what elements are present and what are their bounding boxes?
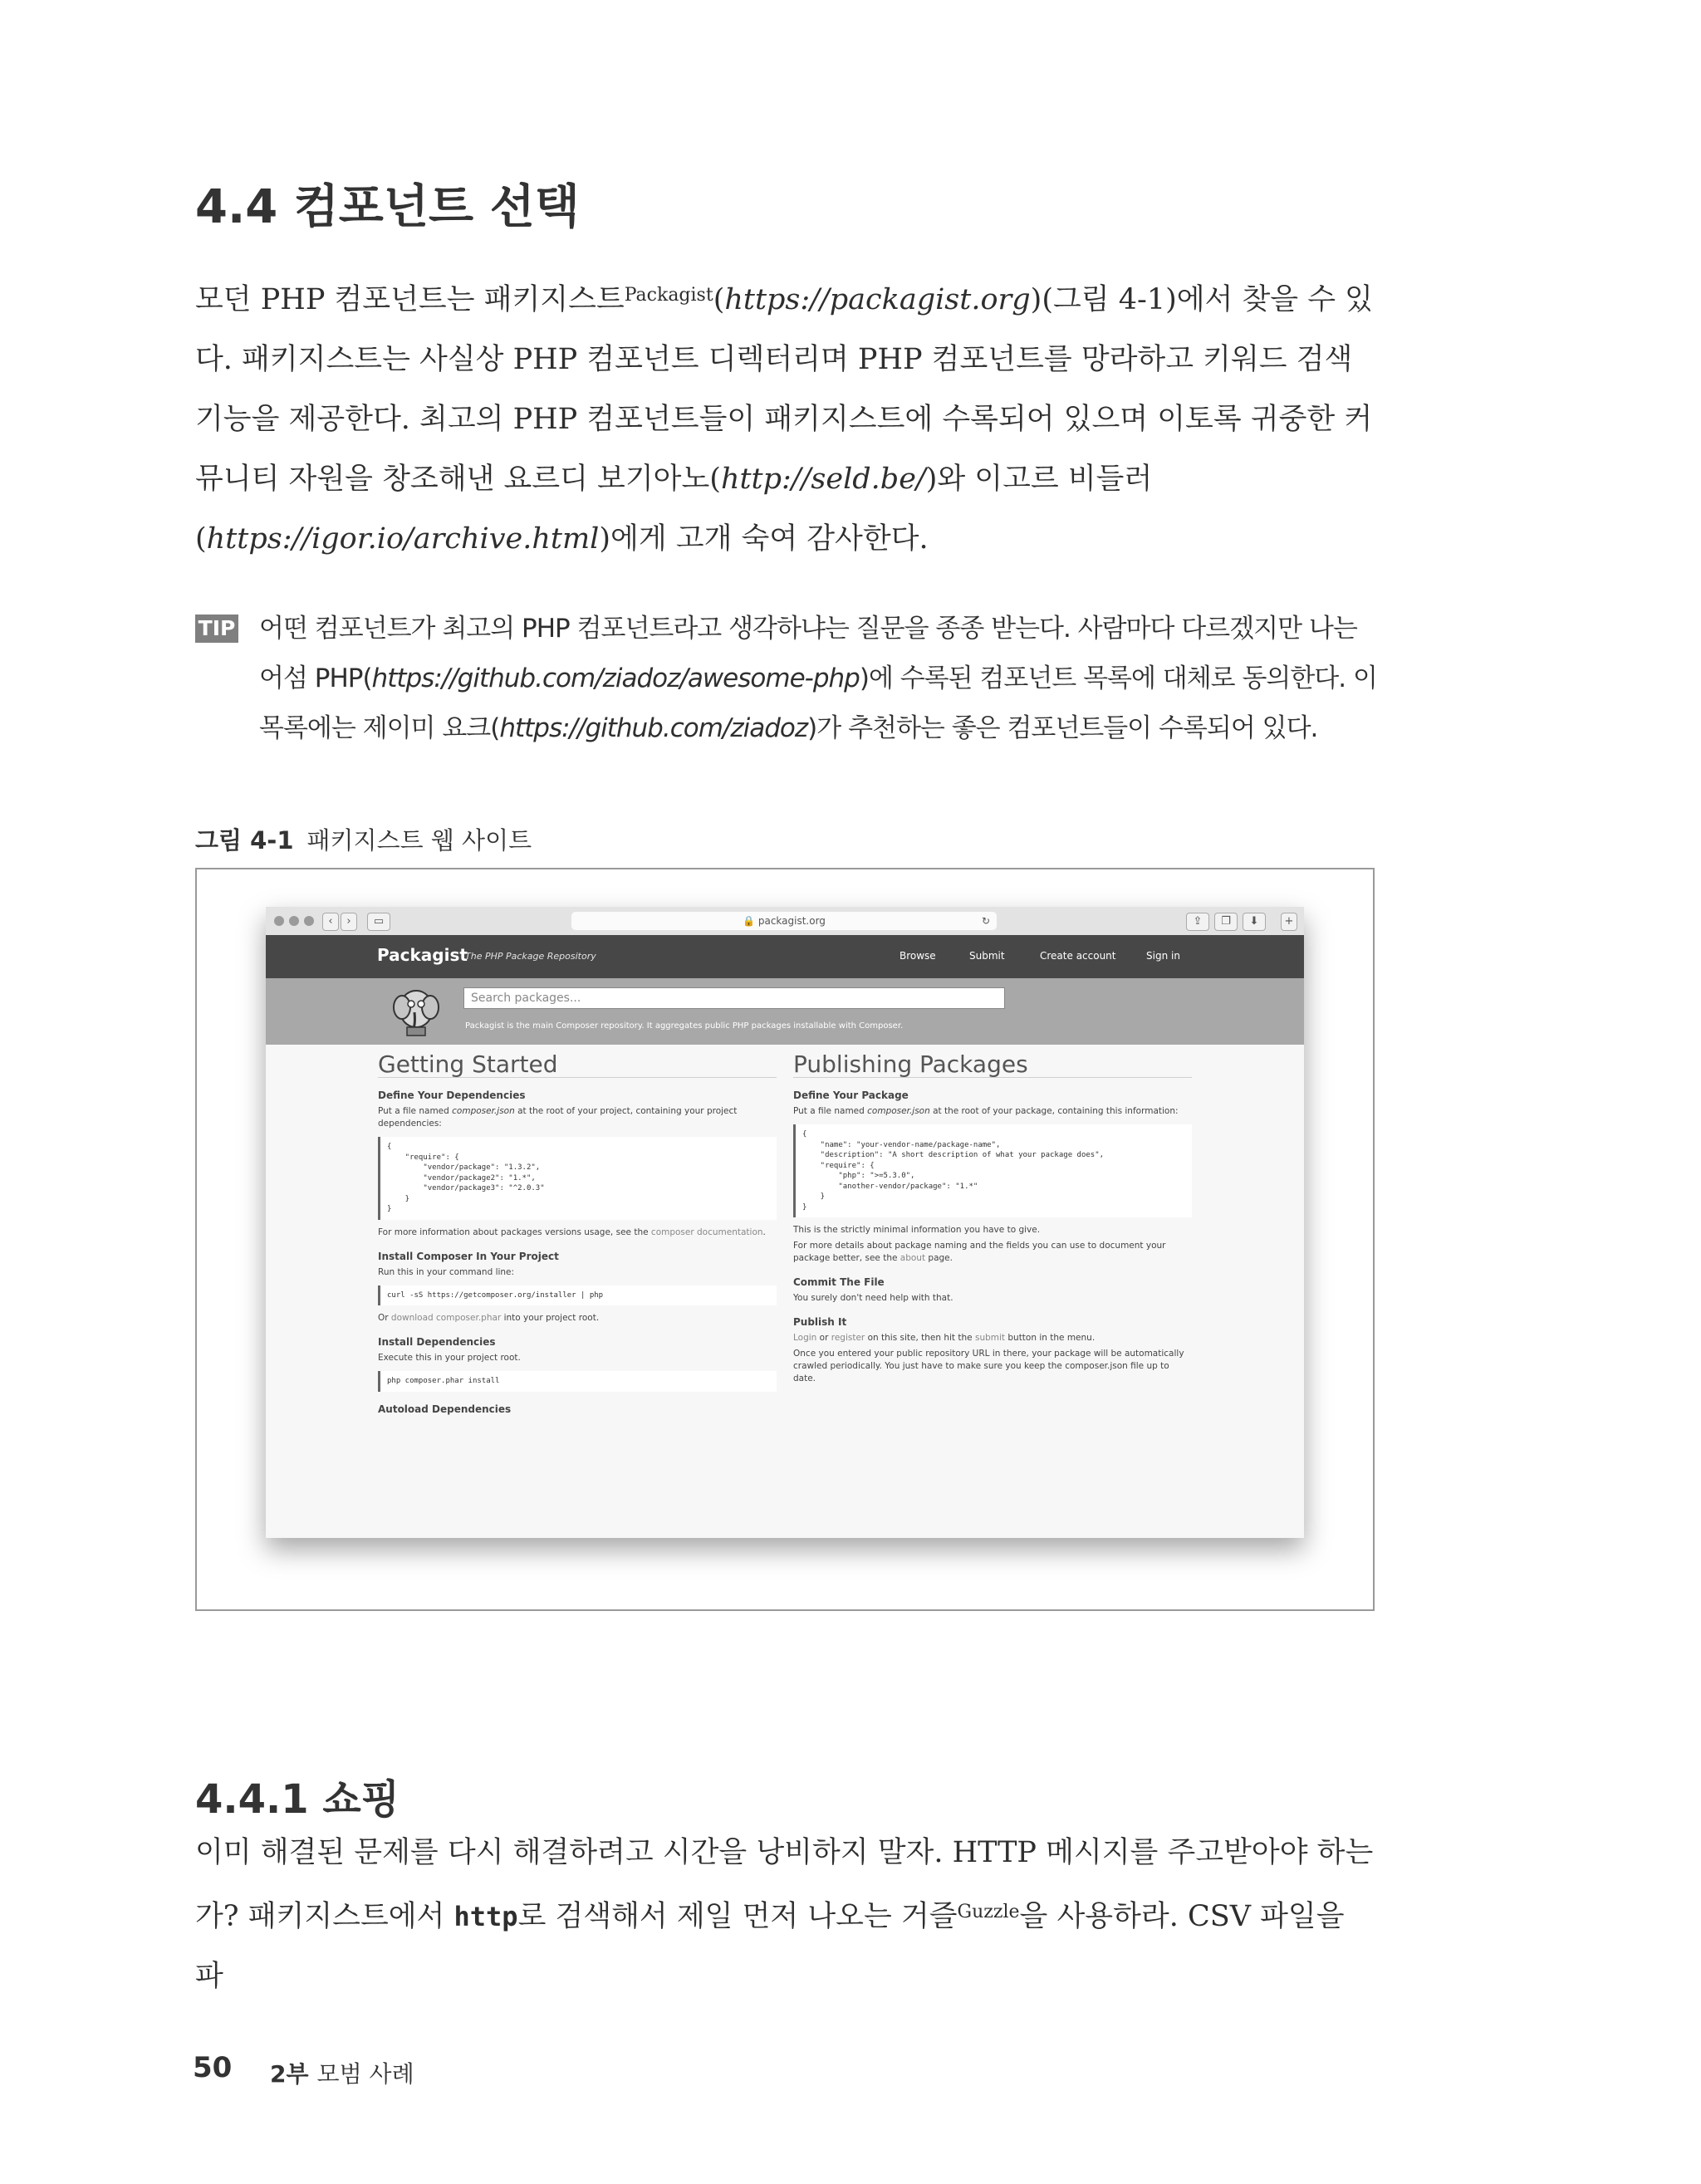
register-link[interactable]: register	[831, 1333, 865, 1343]
submit-link[interactable]: submit	[974, 1333, 1006, 1343]
reload-icon[interactable]: ↻	[981, 915, 990, 927]
shopping-paragraph	[195, 1823, 1375, 2006]
publishing-packages-title: Publishing Packages	[793, 1045, 1192, 1078]
define-deps-text-a: Put a file named	[378, 1106, 453, 1116]
autoload-dependencies-heading: Autoload Dependencies	[378, 1403, 512, 1415]
more-info-b: .	[762, 1227, 766, 1237]
tip-text-2: )에 수록된 컴포넌트 목록에 대체로 동의한다. 이 목록에는 제이미 요크(	[259, 664, 1377, 743]
search-note: Packagist is the main Composer repository. It aggregates public PHP packages installable with Composer.	[465, 1021, 904, 1031]
shopping-text-1: 이미 해결된 문제를 다시 해결하려고 시간을 낭비하지 말자. HTTP 메시지를 주고받아야 하는가? 패키지스트에서	[195, 1836, 1374, 1933]
once-entered-text: Once you entered your public repository URL in there, your package will be automatically crawled periodically. You just have to make sure you keep the composer.json file up to date.	[793, 1349, 1184, 1383]
install-composer-text: Run this in your command line:	[378, 1266, 515, 1277]
tabs-icon[interactable]: ❐	[1214, 913, 1238, 931]
intro-text-2: (	[713, 283, 725, 316]
publish-mid: on this site, then hit the	[865, 1333, 975, 1343]
shopping-text-2: 로 검색해서 제일 먼저 나오는 거즐	[517, 1900, 958, 1933]
tip-text	[259, 604, 1380, 753]
subsection-title: 쇼핑	[322, 1776, 400, 1823]
about-link[interactable]: about	[900, 1253, 926, 1263]
publish-end: button in the menu.	[1005, 1333, 1096, 1343]
intro-text-3: )(그림 4-1)에서 찾을 수 있다. 패키지스트는 사실상 PHP 컴포넌트 디렉터리며 PHP 컴포넌트를 망라하고 키워드 검색 기능을 제공한다. 최고의 PHP 컴포넌트들이 패키지스트에 수록되어 있으며 이토록 귀중한 커뮤니티 자원을 창조해낸 요르디 보기아노(	[195, 283, 1373, 496]
install-code-block: php composer.phar install	[378, 1371, 777, 1392]
login-link[interactable]: Login	[793, 1333, 817, 1343]
packagist-superscript: Packagist	[624, 285, 713, 306]
define-pkg-text-a: Put a file named	[793, 1106, 868, 1116]
define-deps-text-b: at the root of your project, containing your project dependencies:	[378, 1106, 738, 1129]
details-b: page.	[925, 1253, 953, 1263]
define-package-text	[793, 1105, 1192, 1118]
new-tab-icon[interactable]: +	[1281, 913, 1297, 931]
intro-text-5: )에게 고개 숙여 감사한다.	[599, 522, 929, 556]
awesome-php-url[interactable]: https://github.com/ziadoz/awesome-php	[371, 664, 860, 693]
getting-started-title: Getting Started	[378, 1045, 777, 1078]
seld-url[interactable]: http://seld.be/	[720, 463, 926, 496]
composer-json-filename-2: composer.json	[867, 1106, 930, 1116]
zoom-dot-icon[interactable]	[304, 916, 314, 926]
tip-text-1: 어떤 컴포넌트가 최고의 PHP 컴포넌트라고 생각하냐는 질문을 종종 받는다. 사람마다 다르겠지만 나는 어섬 PHP(	[259, 614, 1357, 693]
getting-started-column	[378, 1045, 777, 1419]
sidebar-icon[interactable]: ▭	[367, 913, 390, 931]
igor-url[interactable]: https://igor.io/archive.html	[206, 522, 600, 556]
site-navbar	[266, 935, 1304, 978]
address-bar[interactable]: 🔒 packagist.org ↻	[571, 912, 997, 930]
download-icon[interactable]: ⬇	[1243, 913, 1266, 931]
details-text	[793, 1240, 1192, 1265]
guzzle-superscript: Guzzle	[957, 1902, 1020, 1922]
publish-or: or	[816, 1333, 831, 1343]
intro-paragraph	[195, 266, 1375, 569]
browser-toolbar	[266, 907, 1304, 936]
nav-browse[interactable]: Browse	[900, 950, 936, 962]
intro-text-1: 모던 PHP 컴포넌트는 패키지스트	[195, 283, 625, 316]
close-dot-icon[interactable]	[274, 916, 284, 926]
commit-file-heading: Commit The File	[793, 1276, 885, 1288]
section-title: 컴포넌트 선택	[293, 180, 580, 234]
more-info-a: For more information about packages versions usage, see the	[378, 1227, 651, 1237]
browser-window	[266, 907, 1304, 1538]
publish-it-text	[793, 1332, 1192, 1344]
publishing-packages-column	[793, 1045, 1192, 1388]
figure-caption	[195, 822, 532, 856]
nav-create-account[interactable]: Create account	[1040, 950, 1116, 962]
define-dependencies-text	[378, 1105, 777, 1130]
more-info-text	[378, 1227, 777, 1239]
download-phar-text	[378, 1312, 777, 1325]
ziadoz-url[interactable]: https://github.com/ziadoz	[499, 713, 808, 743]
install-dependencies-heading: Install Dependencies	[378, 1336, 496, 1348]
section-number: 4.4	[195, 180, 278, 234]
forward-icon[interactable]: ›	[341, 913, 357, 931]
composer-documentation-link[interactable]: composer documentation	[650, 1227, 763, 1237]
site-brand[interactable]: Packagist	[377, 945, 468, 965]
subsection-heading	[195, 1767, 400, 1824]
share-icon[interactable]: ⇪	[1186, 913, 1209, 931]
minimize-dot-icon[interactable]	[289, 916, 299, 926]
part-number: 2부	[270, 2060, 309, 2088]
or-text: Or	[378, 1313, 391, 1323]
figure-label: 그림 4-1	[195, 826, 294, 855]
elephant-logo-icon	[392, 984, 440, 1039]
nav-submit[interactable]: Submit	[969, 950, 1005, 962]
site-tagline: The PHP Package Repository	[465, 951, 596, 962]
shopping-text-3: 을 사용하라. CSV 파일을 파	[195, 1900, 1345, 1993]
require-code-block: { "require": { "vendor/package": "1.3.2", "vendor/package2": "1.*", "vendor/package3": "^2.0.3" } }	[378, 1137, 777, 1220]
commit-file-text: You surely don't need help with that.	[793, 1293, 953, 1303]
install-composer-heading: Install Composer In Your Project	[378, 1250, 559, 1262]
nav-sign-in[interactable]: Sign in	[1146, 950, 1180, 962]
figure-caption-text: 패키지스트 웹 사이트	[306, 826, 532, 855]
into-root-text: into your project root.	[501, 1313, 600, 1323]
subsection-number: 4.4.1	[195, 1776, 309, 1823]
install-dependencies-text: Execute this in your project root.	[378, 1353, 521, 1363]
section-heading	[195, 170, 580, 237]
tip-text-3: )가 추천하는 좋은 컴포넌트들이 수록되어 있다.	[807, 713, 1318, 743]
download-composer-phar-link[interactable]: download composer.phar	[390, 1313, 502, 1323]
define-pkg-text-b: at the root of your package, containing this information:	[929, 1106, 1179, 1116]
page-number: 50	[193, 2051, 233, 2084]
intro-text-4: )와 이고르 비들러(	[195, 463, 1153, 556]
composer-json-filename: composer.json	[452, 1106, 515, 1116]
packagist-url[interactable]: https://packagist.org	[724, 283, 1031, 316]
curl-code-block: curl -sS https://getcomposer.org/installer | php	[378, 1285, 777, 1306]
running-footer	[270, 2056, 414, 2089]
http-keyword: http	[453, 1901, 518, 1932]
search-input[interactable]: Search packages...	[463, 987, 1005, 1009]
publish-it-heading: Publish It	[793, 1316, 847, 1328]
minimal-info-text: This is the strictly minimal information you have to give.	[793, 1225, 1041, 1235]
package-code-block: { "name": "your-vendor-name/package-name", "description": "A short description of what your package does", "require": { "php": ">=5.3.0", "another-vendor/package": "1.*" } }	[793, 1124, 1192, 1217]
back-icon[interactable]: ‹	[322, 913, 339, 931]
tip-badge: TIP	[195, 615, 238, 643]
define-dependencies-heading: Define Your Dependencies	[378, 1090, 526, 1101]
address-bar-url: packagist.org	[757, 915, 826, 927]
details-a: For more details about package naming and the fields you can use to document your package better, see the	[793, 1241, 1166, 1263]
part-title: 모범 사례	[316, 2060, 414, 2088]
define-package-heading: Define Your Package	[793, 1090, 909, 1101]
